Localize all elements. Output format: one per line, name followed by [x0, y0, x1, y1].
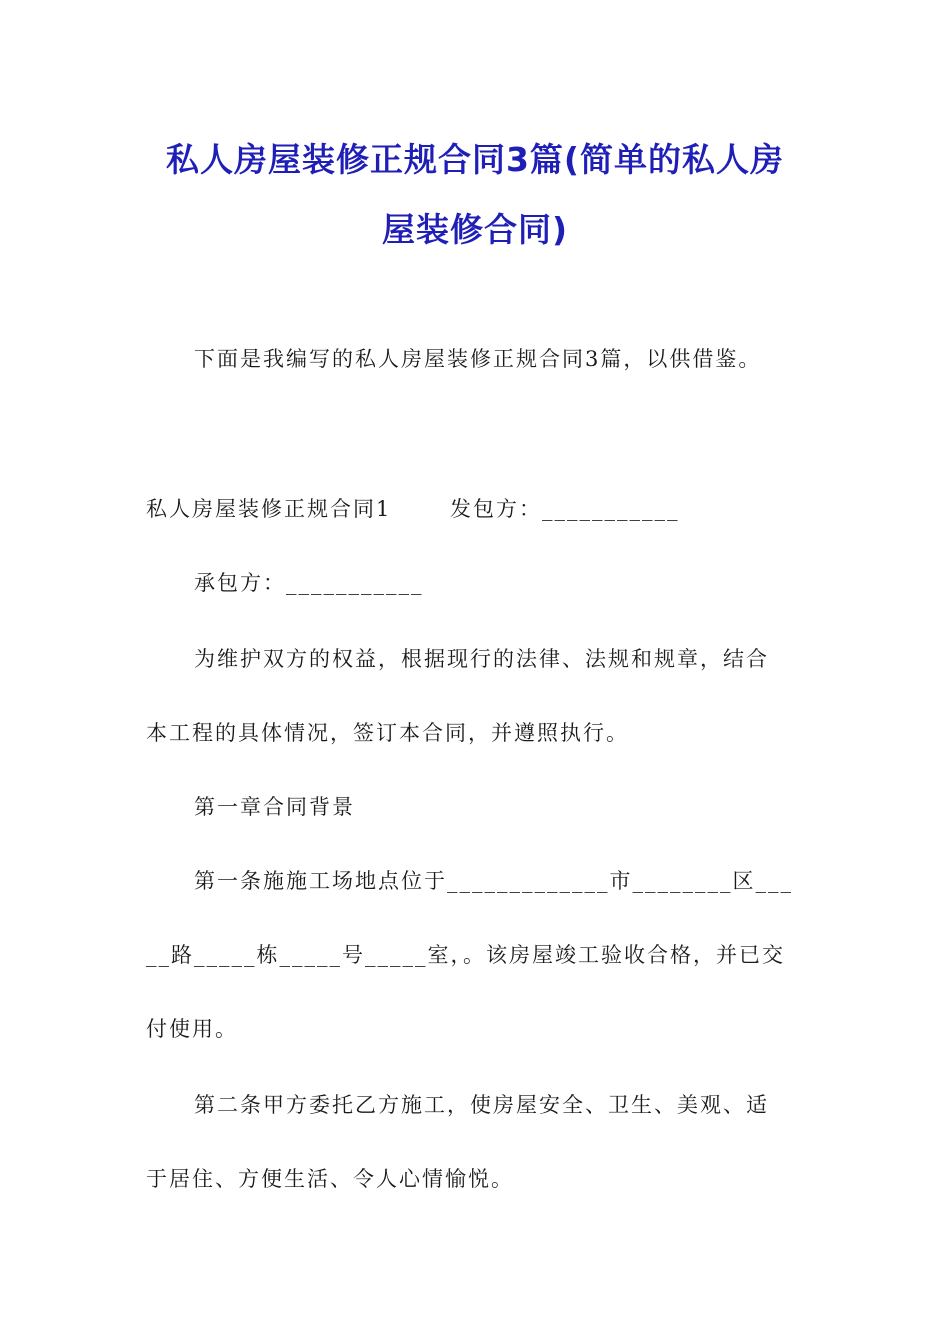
contract-heading: 私人房屋装修正规合同1	[146, 497, 392, 521]
intro-paragraph: 下面是我编写的私人房屋装修正规合同3篇，以供借鉴。	[194, 347, 762, 371]
chapter-heading: 第一章合同背景	[194, 795, 355, 819]
article-1-line-1: 第一条施施工场地点位于_____________市________区___	[194, 869, 793, 893]
contractee-field: 承包方：___________	[194, 571, 424, 595]
document-title-line-1: 私人房屋装修正规合同3篇(简单的私人房	[165, 140, 785, 179]
article-2-line-1: 第二条甲方委托乙方施工，使房屋安全、卫生、美观、适	[194, 1093, 769, 1117]
article-2-line-2: 于居住、方便生活、令人心情愉悦。	[146, 1167, 514, 1191]
purpose-paragraph-line-2: 本工程的具体情况，签订本合同，并遵照执行。	[146, 721, 629, 745]
article-1-line-2: __路_____栋_____号_____室，。该房屋竣工验收合格，并已交	[146, 943, 785, 967]
article-1-line-3: 付使用。	[146, 1017, 238, 1041]
document-title-line-2: 屋装修合同)	[381, 210, 569, 249]
purpose-paragraph-line-1: 为维护双方的权益，根据现行的法律、法规和规章，结合	[194, 647, 769, 671]
contractor-field: 发包方：___________	[450, 497, 680, 521]
